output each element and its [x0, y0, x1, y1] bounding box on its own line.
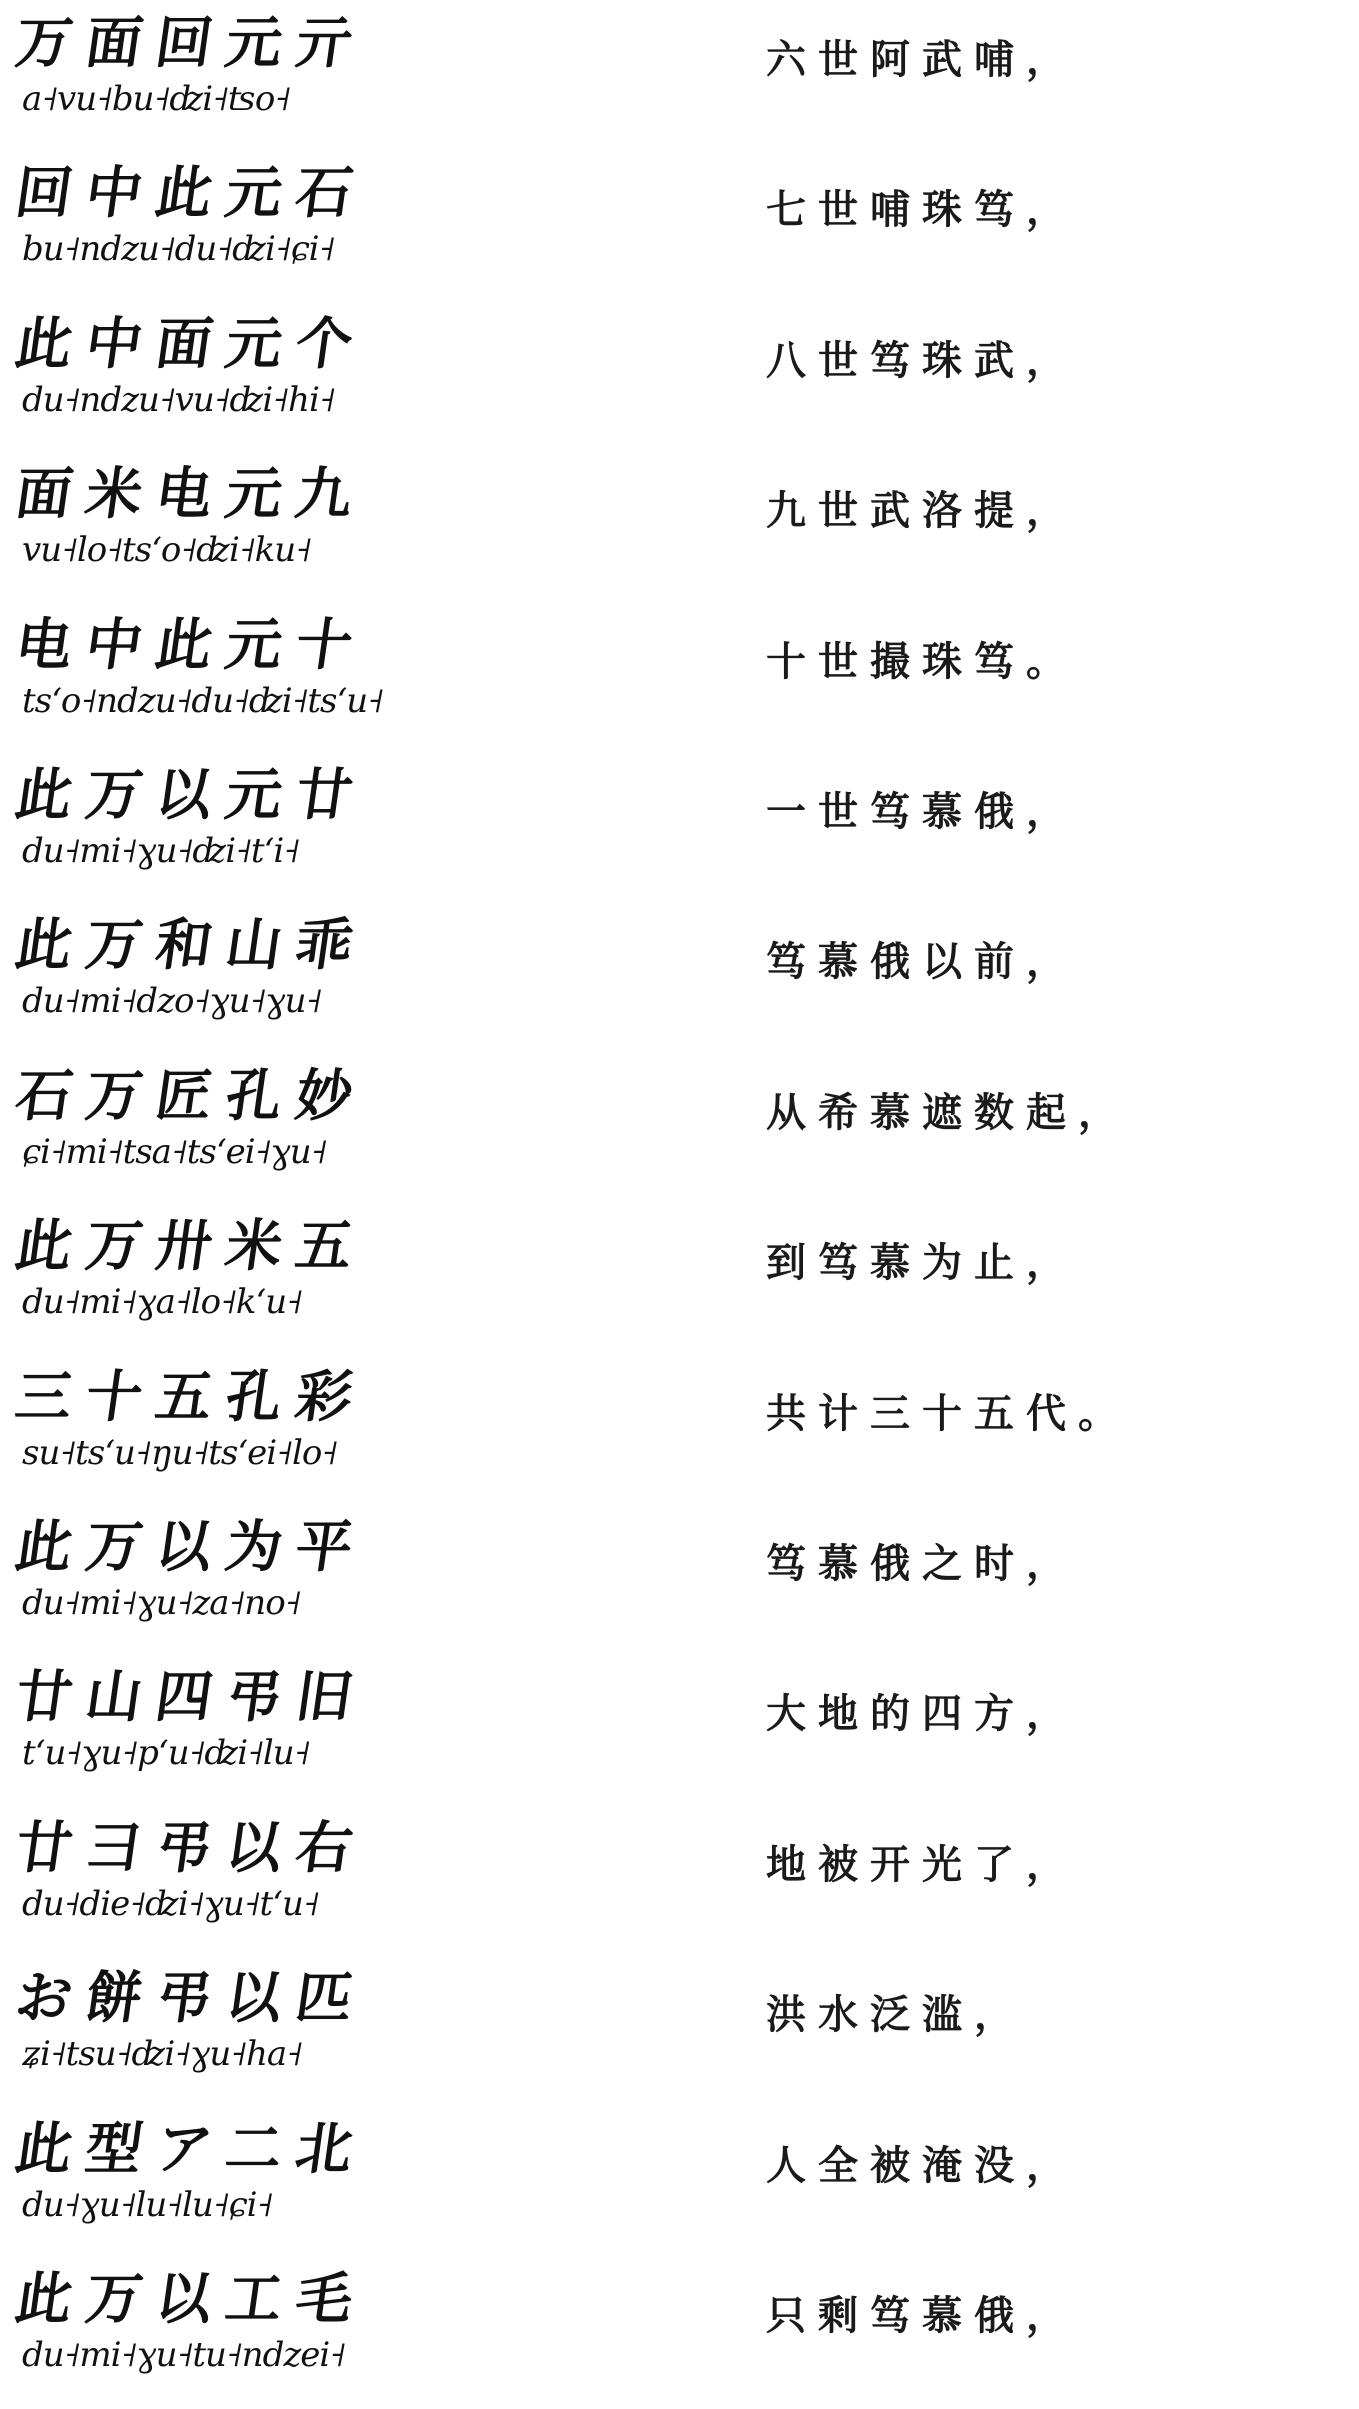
chinese-translation: 七世哺珠笃， — [766, 187, 1078, 234]
manuscript-line — [11, 1963, 466, 2081]
manuscript-line — [11, 459, 466, 577]
manuscript-line — [11, 610, 466, 728]
romanization-text: su˧tsʻu˧ŋu˧tsʻei˧lo˧ — [22, 1432, 338, 1473]
yi-script-text: 回中此元石 — [11, 160, 371, 227]
verse-row — [0, 2106, 1359, 2256]
romanization-text: a˧vu˧bu˧ʣi˧ʦo˧ — [22, 79, 291, 119]
yi-script-text: 廿山四弔旧 — [11, 1664, 371, 1731]
verse-row — [0, 1805, 1359, 1955]
verse-row — [0, 150, 1359, 300]
chinese-translation: 到笃慕为止， — [766, 1240, 1078, 1287]
manuscript-line — [11, 2114, 466, 2232]
manuscript-line — [11, 1211, 466, 1329]
verse-row — [0, 602, 1359, 752]
romanization-text: du˧mi˧ɣu˧za˧no˧ — [22, 1583, 301, 1623]
verse-row — [0, 451, 1359, 601]
verse-row — [0, 1955, 1359, 2105]
verse-row — [0, 1654, 1359, 1804]
yi-script-text: 此万和山乖 — [11, 912, 371, 979]
romanization-text: ʑi˧tsu˧ʣi˧ɣu˧ha˧ — [22, 2034, 302, 2075]
verse-row — [0, 1504, 1359, 1654]
yi-script-text: 石万匠孔妙 — [11, 1062, 371, 1129]
yi-script-text: 此万以工毛 — [11, 2266, 371, 2332]
chinese-translation: 笃慕俄之时， — [766, 1541, 1078, 1587]
chinese-translation: 笃慕俄以前， — [766, 939, 1078, 986]
verse-row — [0, 1203, 1359, 1353]
yi-script-text: 廿彐弔以右 — [11, 1814, 371, 1881]
yi-script-text: お餅弔以匹 — [11, 1965, 371, 2032]
yi-script-text: 面米电元九 — [11, 461, 371, 528]
manuscript-line — [11, 2264, 466, 2382]
verse-row — [0, 1354, 1359, 1504]
verse-row — [0, 301, 1359, 451]
yi-script-text: 电中此元十 — [11, 611, 371, 678]
chinese-translation: 从希慕遮数起， — [766, 1089, 1130, 1136]
manuscript-line — [11, 910, 466, 1028]
verse-row — [0, 0, 1359, 150]
yi-script-text: 此万卅米五 — [11, 1213, 371, 1280]
chinese-translation: 人全被淹没， — [766, 2142, 1078, 2189]
manuscript-line — [11, 158, 466, 276]
romanization-text: du˧ndzu˧vu˧ʣi˧hi˧ — [22, 379, 335, 420]
chinese-translation: 九世武洛提， — [766, 488, 1078, 535]
chinese-translation: 共计三十五代。 — [766, 1390, 1130, 1437]
manuscript-line — [11, 1362, 466, 1480]
chinese-translation: 只剩笃慕俄， — [766, 2293, 1078, 2339]
chinese-translation: 一世笃慕俄， — [766, 789, 1078, 835]
romanization-text: du˧mi˧ɣa˧lo˧kʻu˧ — [22, 1282, 302, 1323]
romanization-text: du˧die˧ʣi˧ɣu˧tʻu˧ — [22, 1883, 319, 1924]
manuscript-line — [11, 1662, 466, 1780]
romanization-text: du˧mi˧ɣu˧ʣi˧tʻi˧ — [22, 831, 299, 871]
verse-row — [0, 902, 1359, 1052]
manuscript-line — [11, 309, 466, 427]
yi-script-text: 此万以元廿 — [11, 762, 371, 828]
romanization-text: tʻu˧ɣu˧pʻu˧ʣi˧lu˧ — [22, 1733, 310, 1774]
verse-row — [0, 1053, 1359, 1203]
romanization-text: du˧ɣu˧lu˧lu˧ɕi˧ — [22, 2184, 273, 2225]
yi-script-text: 此型ア二北 — [11, 2115, 371, 2182]
verse-row — [0, 2256, 1359, 2406]
manuscript-line — [11, 760, 466, 878]
chinese-translation: 大地的四方， — [766, 1691, 1078, 1738]
yi-script-text: 万面回元亓 — [11, 10, 371, 76]
chinese-translation: 洪水泛滥， — [766, 1992, 1026, 2039]
manuscript-line — [11, 1512, 466, 1630]
romanization-text: du˧mi˧dzo˧ɣu˧ɣu˧ — [22, 981, 322, 1022]
romanization-text: du˧mi˧ɣu˧tu˧ndzei˧ — [22, 2335, 346, 2375]
romanization-text: ɕi˧mi˧tsa˧tsʻei˧ɣu˧ — [22, 1131, 327, 1172]
yi-script-text: 此万以为平 — [11, 1514, 371, 1580]
yi-script-text: 三十五孔彩 — [11, 1363, 371, 1430]
chinese-translation: 八世笃珠武， — [766, 337, 1078, 384]
verse-row — [0, 752, 1359, 902]
manuscript-line — [11, 1813, 466, 1931]
chinese-translation: 十世撮珠笃。 — [766, 638, 1078, 685]
romanization-text: vu˧lo˧tsʻo˧ʣi˧ku˧ — [22, 530, 311, 571]
manuscript-line — [11, 8, 466, 126]
chinese-translation: 地被开光了， — [766, 1841, 1078, 1888]
yi-script-text: 此中面元个 — [11, 310, 371, 377]
chinese-translation: 六世阿武哺， — [766, 37, 1078, 83]
romanization-text: bu˧ndzu˧du˧ʣi˧ɕi˧ — [22, 229, 335, 270]
romanization-text: tsʻo˧ndzu˧du˧ʣi˧tsʻu˧ — [22, 680, 383, 721]
manuscript-line — [11, 1061, 466, 1179]
